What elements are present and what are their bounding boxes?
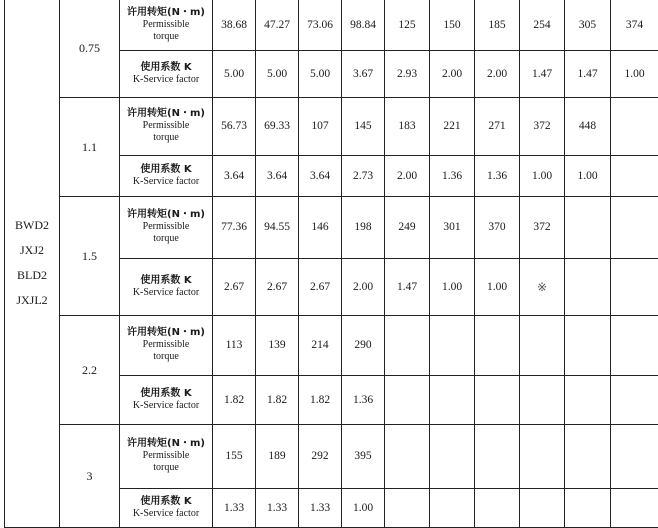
factor-value-cell <box>475 375 520 424</box>
factor-label-en: K-Service factor <box>120 508 212 520</box>
torque-value-cell: 370 <box>475 196 520 258</box>
torque-value-cell: 69.33 <box>256 97 299 155</box>
torque-row <box>5 0 658 50</box>
model-name: JXJL2 <box>5 288 59 313</box>
factor-value-cell: 2.00 <box>342 258 385 315</box>
factor-value-cell: 1.47 <box>385 258 430 315</box>
factor-label-zh: 使用系数 K <box>120 496 212 508</box>
torque-value-cell: 155 <box>213 424 256 488</box>
factor-value-cell: 1.33 <box>213 488 256 527</box>
factor-value-cell: 2.93 <box>385 50 430 97</box>
torque-value-cell: 374 <box>611 0 658 50</box>
factor-value-cell: 1.36 <box>342 375 385 424</box>
torque-value-cell: 372 <box>520 196 565 258</box>
torque-value-cell <box>385 424 430 488</box>
torque-row <box>5 196 658 258</box>
model-name: JXJ2 <box>5 238 59 263</box>
torque-value-cell <box>611 424 658 488</box>
torque-value-cell: 198 <box>342 196 385 258</box>
torque-row <box>5 97 658 155</box>
torque-value-cell <box>430 315 475 375</box>
factor-label-cell <box>120 50 213 97</box>
factor-value-cell: 1.00 <box>565 155 611 196</box>
torque-value-cell <box>475 424 520 488</box>
torque-value-cell <box>475 315 520 375</box>
torque-value-cell: 254 <box>520 0 565 50</box>
factor-value-cell: 2.73 <box>342 155 385 196</box>
torque-value-cell: 139 <box>256 315 299 375</box>
torque-label-en: Permissible torque <box>120 339 212 363</box>
torque-label-en: Permissible torque <box>120 120 212 144</box>
torque-value-cell: 107 <box>299 97 342 155</box>
factor-label-zh: 使用系数 K <box>120 388 212 400</box>
torque-value-cell <box>520 424 565 488</box>
factor-value-cell: 3.64 <box>256 155 299 196</box>
factor-label-en: K-Service factor <box>120 400 212 412</box>
torque-value-cell: 183 <box>385 97 430 155</box>
power-cell: 1.1 <box>60 97 120 196</box>
table-body <box>5 0 658 527</box>
torque-value-cell: 98.84 <box>342 0 385 50</box>
factor-value-cell: 1.00 <box>611 50 658 97</box>
factor-value-cell: 3.64 <box>213 155 256 196</box>
factor-value-cell: 1.00 <box>475 258 520 315</box>
torque-value-cell: 271 <box>475 97 520 155</box>
power-cell: 2.2 <box>60 315 120 424</box>
factor-value-cell <box>611 488 658 527</box>
factor-value-cell: 2.67 <box>299 258 342 315</box>
torque-value-cell: 150 <box>430 0 475 50</box>
model-names-cell <box>5 0 60 527</box>
torque-value-cell: 305 <box>565 0 611 50</box>
factor-value-cell: 1.00 <box>430 258 475 315</box>
factor-label-cell <box>120 258 213 315</box>
torque-value-cell: 94.55 <box>256 196 299 258</box>
torque-value-cell: 38.68 <box>213 0 256 50</box>
factor-label-cell <box>120 488 213 527</box>
factor-value-cell: 2.67 <box>213 258 256 315</box>
factor-value-cell: 2.00 <box>430 50 475 97</box>
torque-value-cell <box>565 424 611 488</box>
factor-value-cell: 1.82 <box>256 375 299 424</box>
factor-value-cell: 1.33 <box>299 488 342 527</box>
factor-value-cell: 5.00 <box>213 50 256 97</box>
torque-value-cell <box>520 315 565 375</box>
torque-value-cell <box>430 424 475 488</box>
factor-value-cell <box>565 375 611 424</box>
torque-row <box>5 424 658 488</box>
factor-value-cell: ※ <box>520 258 565 315</box>
torque-label-cell <box>120 424 213 488</box>
factor-label-en: K-Service factor <box>120 176 212 188</box>
factor-value-cell <box>611 155 658 196</box>
factor-value-cell <box>611 258 658 315</box>
factor-value-cell: 2.00 <box>385 155 430 196</box>
torque-value-cell: 73.06 <box>299 0 342 50</box>
factor-value-cell: 1.00 <box>342 488 385 527</box>
torque-label-en: Permissible torque <box>120 221 212 245</box>
torque-label-zh: 许用转矩(N・m) <box>120 209 212 221</box>
factor-value-cell: 1.82 <box>213 375 256 424</box>
factor-label-cell <box>120 155 213 196</box>
torque-value-cell: 448 <box>565 97 611 155</box>
torque-label-cell <box>120 97 213 155</box>
factor-value-cell <box>430 488 475 527</box>
factor-value-cell: 5.00 <box>256 50 299 97</box>
torque-service-factor-table <box>4 0 658 528</box>
torque-value-cell <box>611 196 658 258</box>
torque-label-en: Permissible torque <box>120 450 212 474</box>
torque-value-cell <box>611 315 658 375</box>
power-cell: 1.5 <box>60 196 120 315</box>
factor-value-cell: 1.47 <box>565 50 611 97</box>
torque-value-cell: 372 <box>520 97 565 155</box>
torque-value-cell: 395 <box>342 424 385 488</box>
torque-value-cell: 249 <box>385 196 430 258</box>
factor-label-zh: 使用系数 K <box>120 62 212 74</box>
factor-value-cell: 1.33 <box>256 488 299 527</box>
torque-value-cell <box>565 315 611 375</box>
factor-value-cell <box>565 488 611 527</box>
factor-value-cell: 1.82 <box>299 375 342 424</box>
factor-value-cell <box>611 375 658 424</box>
torque-value-cell: 290 <box>342 315 385 375</box>
power-cell: 0.75 <box>60 0 120 97</box>
torque-value-cell <box>565 196 611 258</box>
factor-value-cell: 2.67 <box>256 258 299 315</box>
torque-value-cell: 125 <box>385 0 430 50</box>
power-cell: 3 <box>60 424 120 527</box>
torque-row <box>5 315 658 375</box>
factor-value-cell: 3.64 <box>299 155 342 196</box>
model-name: BLD2 <box>5 263 59 288</box>
torque-value-cell <box>385 315 430 375</box>
factor-label-zh: 使用系数 K <box>120 164 212 176</box>
factor-value-cell: 1.47 <box>520 50 565 97</box>
factor-value-cell <box>385 375 430 424</box>
torque-label-cell <box>120 196 213 258</box>
torque-value-cell: 214 <box>299 315 342 375</box>
factor-value-cell: 1.00 <box>520 155 565 196</box>
model-name: BWD2 <box>5 213 59 238</box>
factor-value-cell: 1.36 <box>475 155 520 196</box>
torque-label-zh: 许用转矩(N・m) <box>120 108 212 120</box>
factor-value-cell <box>385 488 430 527</box>
factor-label-cell <box>120 375 213 424</box>
factor-label-zh: 使用系数 K <box>120 275 212 287</box>
factor-value-cell <box>520 375 565 424</box>
factor-value-cell: 5.00 <box>299 50 342 97</box>
factor-value-cell: 1.36 <box>430 155 475 196</box>
torque-value-cell: 47.27 <box>256 0 299 50</box>
factor-label-en: K-Service factor <box>120 74 212 86</box>
factor-value-cell: 3.67 <box>342 50 385 97</box>
torque-value-cell: 189 <box>256 424 299 488</box>
torque-label-zh: 许用转矩(N・m) <box>120 327 212 339</box>
torque-value-cell: 292 <box>299 424 342 488</box>
factor-value-cell <box>430 375 475 424</box>
torque-label-zh: 许用转矩(N・m) <box>120 7 212 19</box>
torque-value-cell: 145 <box>342 97 385 155</box>
torque-label-en: Permissible torque <box>120 19 212 43</box>
factor-value-cell <box>565 258 611 315</box>
torque-value-cell: 113 <box>213 315 256 375</box>
torque-value-cell <box>611 97 658 155</box>
factor-value-cell <box>475 488 520 527</box>
torque-value-cell: 185 <box>475 0 520 50</box>
torque-label-cell <box>120 315 213 375</box>
torque-value-cell: 56.73 <box>213 97 256 155</box>
torque-value-cell: 301 <box>430 196 475 258</box>
torque-label-zh: 许用转矩(N・m) <box>120 438 212 450</box>
torque-label-cell <box>120 0 213 50</box>
factor-label-en: K-Service factor <box>120 287 212 299</box>
torque-value-cell: 146 <box>299 196 342 258</box>
torque-value-cell: 77.36 <box>213 196 256 258</box>
factor-value-cell: 2.00 <box>475 50 520 97</box>
torque-value-cell: 221 <box>430 97 475 155</box>
factor-value-cell <box>520 488 565 527</box>
